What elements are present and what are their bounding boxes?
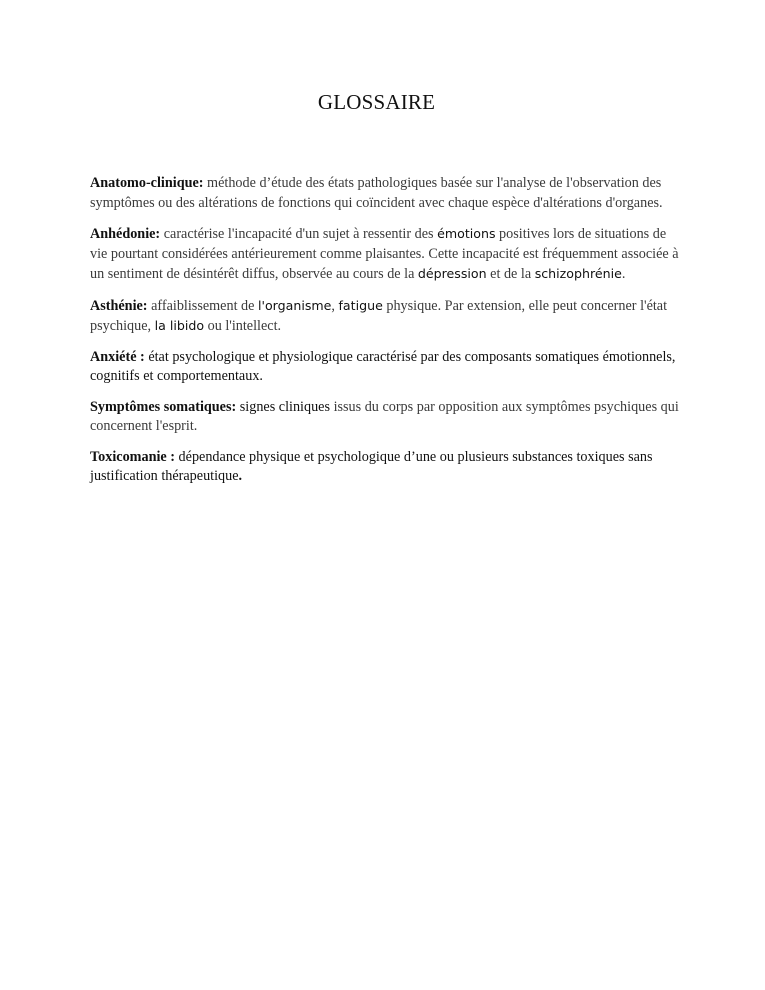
depression-link[interactable]: dépression: [417, 266, 487, 281]
fatigue-link[interactable]: fatigue: [338, 297, 383, 313]
glossary-entry-toxicomanie: [90, 448, 682, 487]
glossary-definition: physique. Par extension, elle peut concerner l'état psychique,: [90, 297, 668, 334]
glossary-definition: .: [621, 266, 626, 282]
glossary-definition: positives lors de situations de vie pourtant considérées antérieurement comme plaisantes. Cette incapacité est fréquemment associée à un sentiment de désintérêt diffus, observée au cours de la: [90, 226, 679, 282]
glossary-definition: ou l'intellect.: [204, 318, 282, 334]
glossary-entry-asthenie: [90, 296, 682, 337]
schizophrenie-link[interactable]: schizophrénie: [534, 266, 622, 281]
glossary-term: Anatomo-clinique:: [90, 175, 204, 191]
emotions-link[interactable]: émotions: [437, 226, 496, 241]
glossary-definition: affaiblissement de: [147, 297, 258, 314]
glossary-entry-symptomes-somatiques: [90, 398, 682, 437]
libido-link[interactable]: la libido: [154, 318, 205, 333]
organisme-link[interactable]: l'organisme: [258, 297, 332, 313]
glossary-definition: et de la: [486, 266, 535, 282]
page-title: GLOSSAIRE: [317, 90, 436, 114]
glossary-list: [90, 174, 682, 498]
glossary-definition-period: .: [238, 468, 243, 484]
glossary-term: Anhédonie:: [90, 226, 161, 242]
glossary-definition: dépendance physique et psychologique d’une ou plusieurs substances toxiques sans justification thérapeutique: [90, 448, 653, 484]
glossary-term: Asthénie:: [90, 297, 148, 314]
glossary-entry-anxiete: [90, 348, 682, 387]
glossary-entry-anatomo-clinique: [90, 174, 682, 213]
glossary-definition: issus du corps par opposition aux symptômes psychiques qui concernent l'esprit.: [90, 398, 679, 434]
glossary-definition: état psychologique et physiologique caractérisé par des composants somatiques émotionnels, cognitifs et comportementaux.: [90, 348, 676, 384]
glossary-term: Symptômes somatiques:: [90, 398, 237, 415]
glossary-definition: signes cliniques: [236, 398, 331, 415]
glossary-definition: ,: [331, 297, 339, 314]
glossary-entry-anhedonie: [90, 224, 682, 285]
glossary-definition: caractérise l'incapacité d'un sujet à ressentir des: [160, 226, 438, 242]
glossary-term: Toxicomanie :: [90, 448, 175, 465]
glossary-definition: méthode d’étude des états pathologiques basée sur l'analyse de l'observation des symptômes ou des altérations de fonctions qui coïncident avec chaque espèce d'altérations d'organes.: [90, 175, 663, 211]
glossary-term: Anxiété :: [90, 348, 145, 365]
